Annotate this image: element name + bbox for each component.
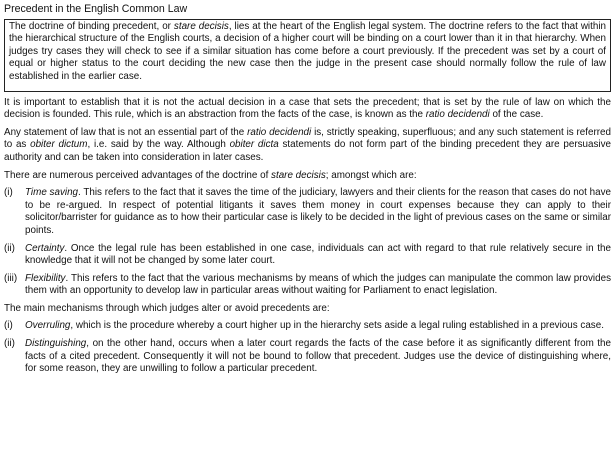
item-number: (ii) <box>4 338 15 350</box>
italic-term: obiter dicta <box>229 139 279 151</box>
text-run: is, strictly speaking, superfluous; and any such statement is referred to as <box>4 126 611 151</box>
paragraph-obiter <box>4 127 611 165</box>
text-run: , i.e. said by the way. Although <box>87 139 230 151</box>
text-run: , on the other hand, occurs when a later court regards the facts of the case before it as significantly different from the facts of a cited precedent. Consequently it will not be bound to follow that precedent. Judges use the device of distinguishing where, for some reason, they are unwilling to follow a particular precedent. <box>25 338 611 375</box>
item-number: (iii) <box>4 272 18 284</box>
italic-term: ratio decidendi <box>247 126 312 138</box>
item-text <box>25 187 611 237</box>
list-item <box>4 320 611 333</box>
text-run: ; amongst which are: <box>325 169 417 181</box>
item-number: (ii) <box>4 242 15 254</box>
text-run: . Once the legal rule has been established in one case, individuals can act with regard to that rule relatively secure in the knowledge that it will not be changed by some later court. <box>25 242 611 267</box>
text-run: , lies at the heart of the English legal system. The doctrine refers to the fact that within the hierarchical structure of the English courts, a decision of a higher court will be binding on a court lower than it in that hierarchy. When judges try cases they will check to see if a similar situation has come before a court previously. If the precedent was set by a court of equal or higher status to the court deciding the new case then the judge in the present case should normally follow the rule of law established in the earlier case. <box>9 20 606 82</box>
page-title: Precedent in the English Common Law <box>4 3 188 15</box>
italic-term: ratio decidendi <box>425 109 490 121</box>
list-item <box>4 273 611 298</box>
text-run: statements do not form part of the binding precedent they are persuasive authority and can be taken into consideration in later cases. <box>4 139 612 163</box>
item-text <box>25 243 611 268</box>
italic-term: stare decisis <box>173 20 229 32</box>
definition-box <box>4 19 611 92</box>
italic-term: Overruling <box>25 320 71 332</box>
text-run: . This refers to the fact that it saves the time of the judiciary, lawyers and their clients for the reason that cases do not have to be re-argued. In respect of potential litigants it saves them money in court expenses because they can apply to their solicitor/barrister for guidance as to how their particular case is likely to be decided in the light of previous cases on the same or similar points. <box>25 187 612 236</box>
advantages-list <box>4 187 611 298</box>
text-run: . This refers to the fact that the various mechanisms by means of which the judges can manipulate the common law provides them with an opportunity to develop law in particular areas without waiting for Parliament to enact legislation. <box>25 272 611 297</box>
text-run: , which is the procedure whereby a court higher up in the hierarchy sets aside a legal ruling established in a previous case. <box>70 320 604 332</box>
item-text <box>25 273 611 298</box>
italic-term: obiter dictum <box>30 139 88 151</box>
italic-term: Flexibility <box>25 272 66 284</box>
item-text <box>25 320 611 333</box>
text-run: The doctrine of binding precedent, or <box>9 20 174 32</box>
italic-term: stare decisis <box>271 169 326 181</box>
italic-term: Time saving <box>25 187 79 199</box>
list-item <box>4 187 611 237</box>
text-run: Any statement of law that is not an essential part of the <box>4 126 248 138</box>
text-run: It is important to establish that it is not the actual decision in a case that sets the precedent; that is set by the rule of law on which the decision is founded. This rule, which is an abstraction from the facts of the case, is known as the <box>4 96 611 121</box>
list-item <box>4 338 611 376</box>
italic-term: Distinguishing <box>25 338 87 350</box>
text-run: There are numerous perceived advantages of the doctrine of <box>4 169 272 181</box>
item-text <box>25 338 611 376</box>
paragraph-mechanisms-intro: The main mechanisms through which judges alter or avoid precedents are: <box>4 302 330 314</box>
paragraph-advantages-intro <box>4 170 611 183</box>
item-number: (i) <box>4 320 13 332</box>
mechanisms-list <box>4 320 611 375</box>
italic-term: Certainty <box>25 242 65 254</box>
definition-paragraph <box>9 21 606 84</box>
list-item <box>4 243 611 268</box>
text-run: of the case. <box>489 109 544 121</box>
paragraph-ratio <box>4 97 611 122</box>
item-number: (i) <box>4 187 13 199</box>
